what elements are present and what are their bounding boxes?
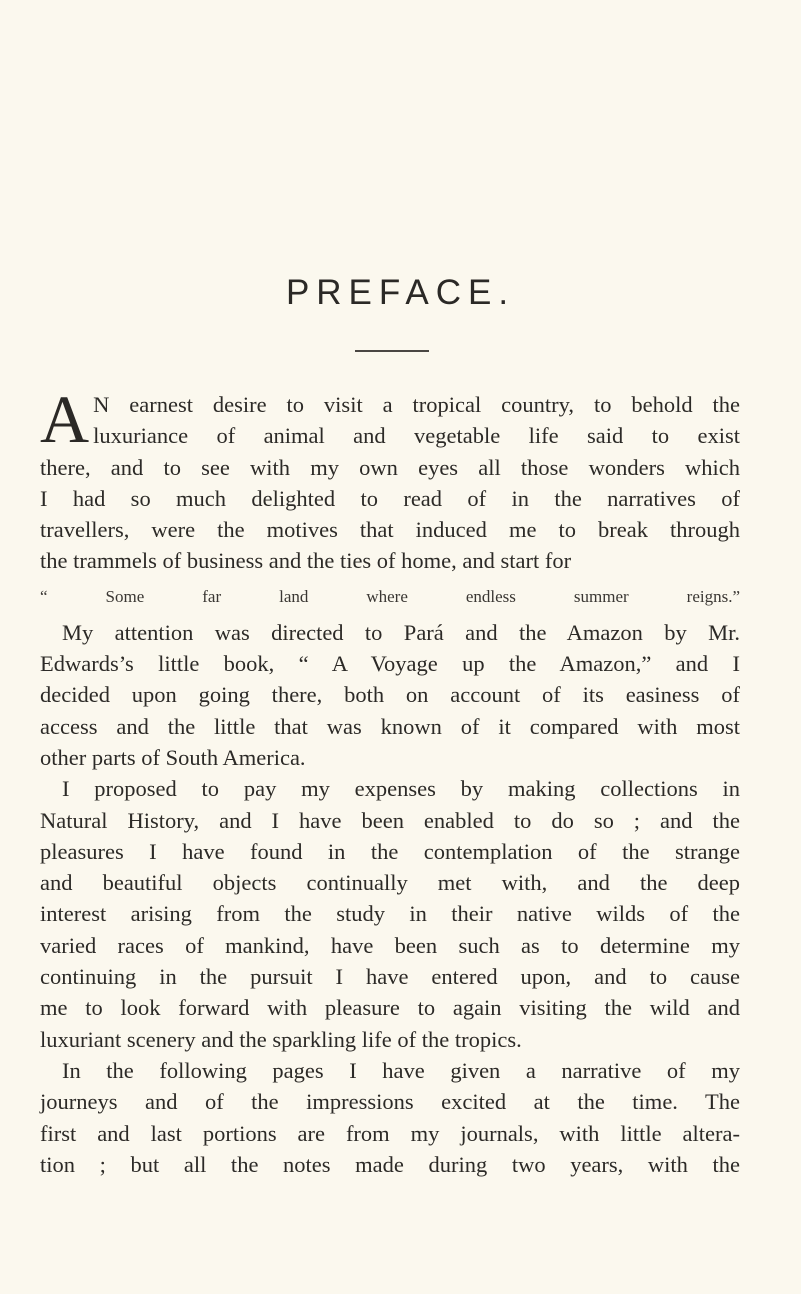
text-line: the trammels of business and the ties of home, and start for bbox=[40, 548, 572, 574]
text-line: varied races of mankind, have been such as to determine my bbox=[40, 932, 740, 958]
text-line: Edwards’s little book, “ A Voyage up the Amazon,” and I bbox=[40, 651, 740, 677]
text-line: I had so much delighted to read of in the narratives of bbox=[40, 485, 740, 511]
drop-cap: A bbox=[40, 381, 90, 457]
paragraph-4 bbox=[40, 1055, 740, 1180]
text-line: luxuriant scenery and the sparkling life of the tropics. bbox=[40, 1026, 522, 1052]
text-line: tion ; but all the notes made during two years, with the bbox=[40, 1151, 740, 1177]
text-line: and beautiful objects continually met with, and the deep bbox=[40, 870, 740, 896]
text-line: journeys and of the impressions excited at the time. The bbox=[40, 1089, 740, 1115]
text-line: pleasures I have found in the contemplation of the strange bbox=[40, 838, 740, 864]
text-line: travellers, were the motives that induced me to break through bbox=[40, 517, 740, 543]
page-title: PREFACE. bbox=[285, 273, 516, 312]
text-line: N earnest desire to visit a tropical country, to behold the bbox=[93, 392, 740, 417]
paragraph-1 bbox=[40, 381, 740, 615]
text-line: I proposed to pay my expenses by making collections in bbox=[62, 776, 740, 802]
paragraph-3 bbox=[40, 773, 740, 1055]
text-line: My attention was directed to Pará and the Amazon by Mr. bbox=[62, 619, 740, 645]
text-line: me to look forward with pleasure to again visiting the wild and bbox=[40, 995, 740, 1021]
text-line: luxuriance of animal and vegetable life said to exist bbox=[93, 423, 740, 449]
text-line: Natural History, and I have been enabled to do so ; and the bbox=[40, 807, 740, 833]
preface-body bbox=[40, 381, 740, 1180]
text-line: other parts of South America. bbox=[40, 744, 306, 770]
title-divider bbox=[355, 350, 429, 352]
text-line: access and the little that was known of it compared with most bbox=[40, 713, 740, 739]
text-line: decided upon going there, both on account of its easiness of bbox=[40, 682, 740, 708]
text-line: In the following pages I have given a narrative of my bbox=[62, 1057, 740, 1083]
text-line: first and last portions are from my journals, with little altera- bbox=[40, 1120, 740, 1146]
epigraph-quote: “ Some far land where endless summer reigns.” bbox=[40, 586, 740, 606]
text-line: interest arising from the study in their native wilds of the bbox=[40, 901, 740, 927]
paragraph-2 bbox=[40, 617, 740, 773]
text-line: there, and to see with my own eyes all those wonders which bbox=[40, 454, 740, 480]
text-line: continuing in the pursuit I have entered upon, and to cause bbox=[40, 964, 740, 990]
